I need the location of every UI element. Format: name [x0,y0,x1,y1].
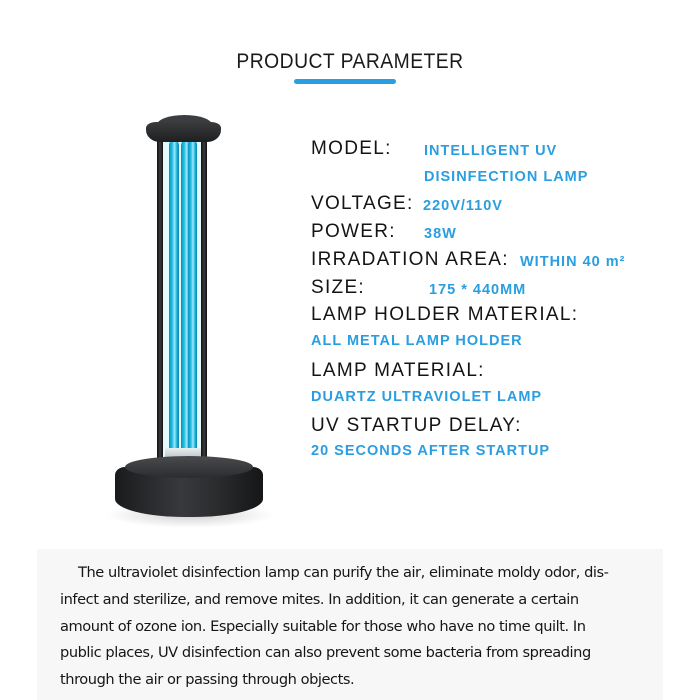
param-power [311,221,396,243]
param-label: LAMP HOLDER MATERIAL: [311,304,579,325]
param-label: SIZE: [311,277,366,298]
param-value: INTELLIGENT UV [424,143,558,159]
param-label: POWER: [311,221,396,242]
param-value: ALL METAL LAMP HOLDER [311,333,523,349]
description-line: The ultraviolet disinfection lamp can purify the air, eliminate moldy odor, dis- [78,564,609,581]
lamp-cap [146,122,221,142]
param-value: 220V/110V [423,198,503,214]
param-label: LAMP MATERIAL: [311,360,485,381]
lamp-rod [157,138,163,468]
param-value: 20 SECONDS AFTER STARTUP [311,443,551,459]
param-voltage [311,193,414,215]
param-label: IRRADATION AREA: [311,249,509,270]
description-line: public places, UV disinfection can also prevent some bacteria from spreading [60,644,591,662]
description-line: through the air or passing through objects. [60,671,355,689]
lamp-base-top [125,456,253,478]
uv-tube [169,140,179,460]
param-value: DUARTZ ULTRAVIOLET LAMP [311,389,543,405]
page-title: PRODUCT PARAMETER [236,50,464,73]
param-value: 175 * 440MM [429,282,527,298]
param-value: WITHIN 40 m² [520,254,626,270]
param-uv-startup-delay [311,415,522,437]
param-label: MODEL: [311,138,392,159]
param-label: VOLTAGE: [311,193,414,214]
title-underline [294,79,396,84]
description-text [60,560,650,694]
description-line: infect and sterilize, and remove mites. In addition, it can generate a certain [60,590,579,608]
uv-lamp-icon [105,110,275,525]
param-model [311,138,392,160]
param-size [311,277,365,299]
param-lamp-holder-material [311,304,578,326]
description-line: amount of ozone ion. Especially suitable for those who have no time quilt. In [60,617,586,635]
param-lamp-material [311,360,485,382]
param-value: DISINFECTION LAMP [424,169,589,185]
param-irradation-area [311,249,509,271]
uv-tube [188,140,197,460]
param-label: UV STARTUP DELAY: [311,415,522,436]
lamp-rod [201,138,207,468]
param-value: 38W [424,226,457,242]
